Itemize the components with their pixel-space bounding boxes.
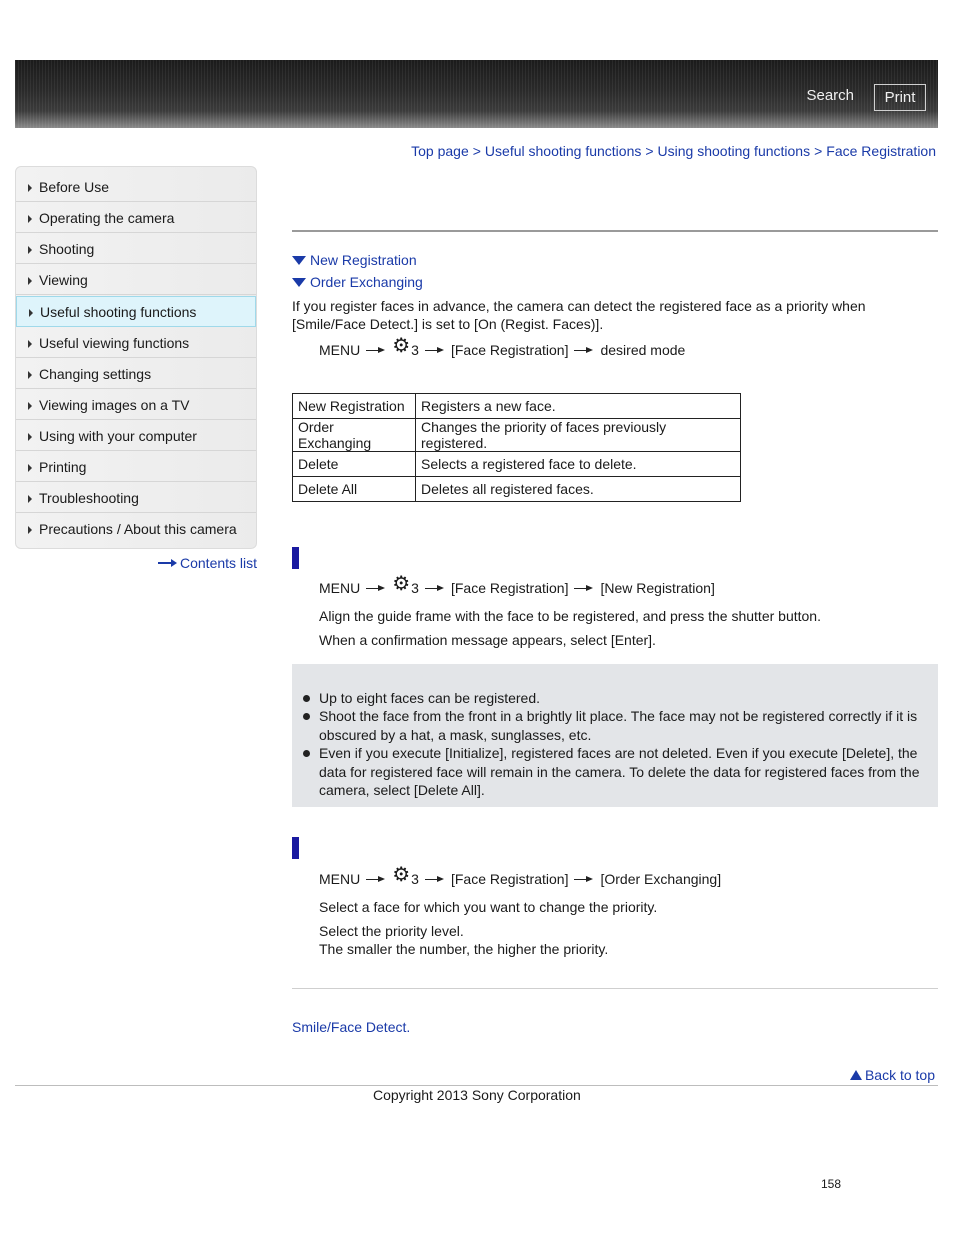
breadcrumb-useful-shooting-functions[interactable]: Useful shooting functions bbox=[484, 143, 642, 159]
sidebar-item-label: Viewing images on a TV bbox=[39, 396, 190, 413]
menu-end: [Order Exchanging] bbox=[600, 871, 722, 887]
gear-icon: ⚙ bbox=[392, 864, 411, 886]
arrow-right-icon bbox=[366, 584, 386, 592]
header-bar bbox=[15, 60, 938, 128]
contents-list-label: Contents list bbox=[180, 555, 258, 571]
sidebar-item-label: Viewing bbox=[39, 271, 88, 288]
table-row bbox=[293, 419, 741, 452]
triangle-down-icon bbox=[292, 278, 306, 287]
note-item: Shoot the face from the front in a brightly lit place. The face may not be registered correctly if it is obscured by a hat, a mask, sunglasses, etc. bbox=[319, 707, 921, 744]
anchor-label: New Registration bbox=[310, 252, 417, 268]
menu-item: [Face Registration] bbox=[450, 580, 569, 596]
arrow-right-icon bbox=[28, 464, 32, 472]
arrow-right-icon bbox=[28, 402, 32, 410]
anchor-order-exchanging[interactable] bbox=[292, 274, 423, 290]
breadcrumb-separator: > bbox=[472, 143, 481, 159]
table-row bbox=[293, 477, 741, 502]
mode-description: Changes the priority of faces previously registered. bbox=[416, 419, 741, 452]
footer-divider bbox=[15, 1085, 938, 1086]
mode-name: Order Exchanging bbox=[293, 419, 416, 452]
mode-description: Registers a new face. bbox=[416, 394, 741, 419]
step-text: Select the priority level. bbox=[319, 923, 464, 939]
sidebar-item-viewing[interactable] bbox=[16, 265, 256, 295]
arrow-right-icon bbox=[28, 340, 32, 348]
breadcrumb-using-shooting-functions[interactable]: Using shooting functions bbox=[657, 143, 811, 159]
triangle-up-icon bbox=[850, 1070, 862, 1080]
step-text: Select a face for which you want to change the priority. bbox=[319, 899, 658, 915]
copyright-text: Copyright 2013 Sony Corporation bbox=[373, 1087, 581, 1103]
arrow-right-icon bbox=[574, 346, 594, 354]
sidebar-item-using-with-computer[interactable] bbox=[16, 421, 256, 451]
back-to-top-link[interactable] bbox=[850, 1067, 935, 1083]
mode-description: Deletes all registered faces. bbox=[416, 477, 741, 502]
arrow-right-icon bbox=[366, 346, 386, 354]
menu-label: MENU bbox=[319, 342, 361, 358]
menu-label: MENU bbox=[319, 580, 361, 596]
sidebar-item-label: Shooting bbox=[39, 240, 95, 257]
page-number: 158 bbox=[821, 1177, 842, 1191]
back-to-top-label: Back to top bbox=[864, 1067, 935, 1083]
step-menu-path bbox=[319, 573, 715, 597]
mode-description: Selects a registered face to delete. bbox=[416, 452, 741, 477]
anchor-new-registration[interactable] bbox=[292, 252, 417, 268]
arrow-right-icon bbox=[158, 558, 178, 568]
sidebar-item-label: Changing settings bbox=[39, 365, 152, 382]
search-button[interactable]: Search bbox=[806, 87, 854, 104]
arrow-right-icon bbox=[425, 346, 445, 354]
tab-number: 3 bbox=[411, 580, 419, 596]
breadcrumb-top-page[interactable]: Top page bbox=[411, 143, 469, 159]
gear-icon: ⚙ bbox=[392, 573, 411, 595]
sidebar-item-label: Useful shooting functions bbox=[40, 303, 197, 320]
mode-name: Delete All bbox=[293, 477, 416, 502]
menu-item: [Face Registration] bbox=[450, 342, 569, 358]
sidebar-item-label: Using with your computer bbox=[39, 427, 197, 444]
sidebar-nav bbox=[15, 166, 257, 549]
arrow-right-icon bbox=[28, 526, 32, 534]
contents-list-link[interactable] bbox=[158, 555, 257, 571]
sidebar-item-troubleshooting[interactable] bbox=[16, 483, 256, 513]
intro-text: If you register faces in advance, the camera can detect the registered face as a priority when [Smile/Face Detect.] is set to [On (Regist. Faces)]. bbox=[292, 298, 866, 332]
print-button[interactable]: Print bbox=[874, 84, 926, 111]
sidebar-item-useful-viewing-functions[interactable] bbox=[16, 328, 256, 358]
breadcrumb-face-registration[interactable]: Face Registration bbox=[826, 143, 936, 159]
breadcrumb bbox=[411, 143, 936, 159]
arrow-right-icon bbox=[29, 309, 33, 317]
sidebar-item-shooting[interactable] bbox=[16, 234, 256, 264]
table-row bbox=[293, 394, 741, 419]
menu-label: MENU bbox=[319, 871, 361, 887]
sidebar-item-label: Before Use bbox=[39, 178, 110, 195]
step-text: When a confirmation message appears, select [Enter]. bbox=[319, 632, 656, 648]
step-text: Align the guide frame with the face to be registered, and press the shutter button. bbox=[319, 608, 821, 624]
arrow-right-icon bbox=[28, 184, 32, 192]
arrow-right-icon bbox=[28, 246, 32, 254]
mode-name: New Registration bbox=[293, 394, 416, 419]
menu-end: [New Registration] bbox=[600, 580, 715, 596]
sidebar-item-changing-settings[interactable] bbox=[16, 359, 256, 389]
arrow-right-icon bbox=[28, 277, 32, 285]
tab-number: 3 bbox=[411, 871, 419, 887]
arrow-right-icon bbox=[574, 875, 594, 883]
triangle-down-icon bbox=[292, 256, 306, 265]
arrow-right-icon bbox=[425, 584, 445, 592]
sidebar-item-label: Printing bbox=[39, 458, 87, 475]
arrow-right-icon bbox=[28, 215, 32, 223]
section-heading-bar bbox=[292, 837, 299, 859]
sidebar-item-label: Operating the camera bbox=[39, 209, 175, 226]
sidebar-item-precautions[interactable] bbox=[16, 514, 256, 544]
menu-end: desired mode bbox=[600, 342, 686, 358]
sidebar-item-viewing-images-on-tv[interactable] bbox=[16, 390, 256, 420]
menu-item: [Face Registration] bbox=[450, 871, 569, 887]
note-item: Up to eight faces can be registered. bbox=[319, 689, 921, 708]
arrow-right-icon bbox=[574, 584, 594, 592]
sidebar-item-label: Troubleshooting bbox=[39, 489, 139, 506]
sidebar-item-label: Precautions / About this camera bbox=[39, 521, 237, 537]
tab-number: 3 bbox=[411, 342, 419, 358]
anchor-label: Order Exchanging bbox=[310, 274, 423, 290]
note-item: Even if you execute [Initialize], registered faces are not deleted. Even if you execute [Delete], the data for registered face will remain in the camera. To delete the data for registered faces from the camera, select [Delete All]. bbox=[319, 745, 920, 798]
sidebar-item-printing[interactable] bbox=[16, 452, 256, 482]
breadcrumb-separator: > bbox=[645, 143, 654, 159]
arrow-right-icon bbox=[28, 433, 32, 441]
step-text: The smaller the number, the higher the priority. bbox=[319, 941, 609, 957]
sidebar-item-operating-the-camera[interactable] bbox=[16, 203, 256, 233]
arrow-right-icon bbox=[28, 371, 32, 379]
arrow-right-icon bbox=[28, 495, 32, 503]
related-divider bbox=[292, 988, 938, 989]
breadcrumb-separator: > bbox=[814, 143, 823, 159]
section-heading-bar bbox=[292, 547, 299, 569]
title-divider bbox=[292, 230, 938, 232]
related-link-smile-face-detect[interactable]: Smile/Face Detect. bbox=[292, 1019, 411, 1035]
menu-path bbox=[319, 335, 686, 359]
mode-table bbox=[292, 393, 741, 502]
sidebar-item-useful-shooting-functions[interactable] bbox=[16, 296, 256, 327]
step-menu-path bbox=[319, 864, 722, 888]
sidebar-item-label: Useful viewing functions bbox=[39, 334, 190, 351]
table-row bbox=[293, 452, 741, 477]
arrow-right-icon bbox=[425, 875, 445, 883]
sidebar-item-before-use[interactable] bbox=[16, 172, 256, 202]
mode-name: Delete bbox=[293, 452, 416, 477]
gear-icon: ⚙ bbox=[392, 335, 411, 357]
arrow-right-icon bbox=[366, 875, 386, 883]
